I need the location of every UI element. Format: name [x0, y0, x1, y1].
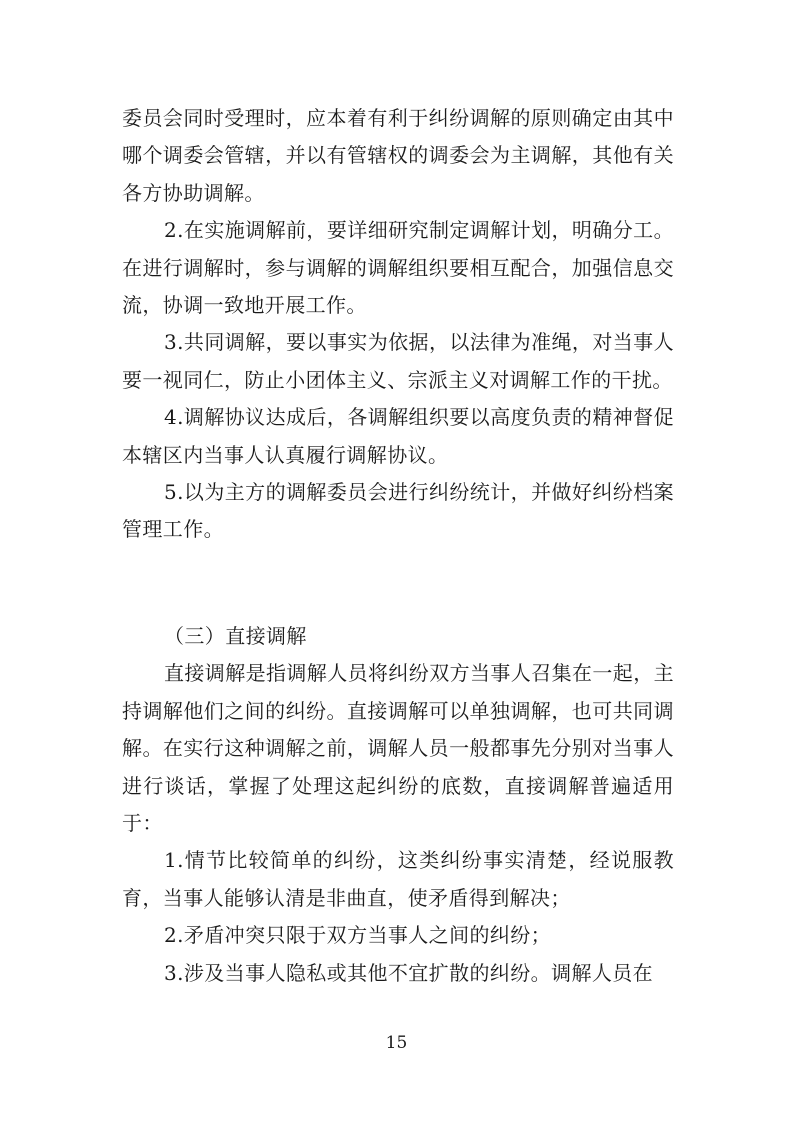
paragraph-item-3: 3.共同调解，要以事实为依据，以法律为准绳，对当事人要一视同仁，防止小团体主义、宗派主义对调解工作的干扰。: [122, 330, 674, 392]
paragraph-list-item-3: 3.涉及当事人隐私或其他不宜扩散的纠纷。调解人员在: [164, 960, 654, 985]
paragraph-item-4: 4.调解协议达成后，各调解组织要以高度负责的精神督促本辖区内当事人认真履行调解协议。: [122, 405, 674, 467]
paragraph-direct-mediation-intro: 直接调解是指调解人员将纠纷双方当事人召集在一起，主持调解他们之间的纠纷。直接调解可以单独调解，也可共同调解。在实行这种调解之前，调解人员一般都事先分别对当事人进行谈话，掌握了处理这起纠纷的底数，直接调解普遍适用于：: [122, 661, 674, 836]
paragraph-item-5: 5.以为主方的调解委员会进行纠纷统计，并做好纠纷档案管理工作。: [122, 480, 674, 542]
paragraph-list-item-1: 1.情节比较简单的纠纷，这类纠纷事实清楚，经说服教育，当事人能够认清是非曲直，使矛盾得到解决；: [122, 848, 674, 910]
paragraph-continuation: 委员会同时受理时，应本着有利于纠纷调解的原则确定由其中哪个调委会管辖，并以有管辖权的调委会为主调解，其他有关各方协助调解。: [122, 106, 674, 205]
paragraph-list-item-2: 2.矛盾冲突只限于双方当事人之间的纠纷；: [164, 923, 552, 948]
body-text-top: [122, 100, 674, 549]
section-heading: （三）直接调解: [164, 624, 307, 648]
body-text-bottom: [122, 618, 674, 992]
page-number: 15: [385, 1033, 408, 1053]
paragraph-item-2: 2.在实施调解前，要详细研究制定调解计划，明确分工。在进行调解时，参与调解的调解组织要相互配合，加强信息交流，协调一致地开展工作。: [122, 218, 674, 318]
